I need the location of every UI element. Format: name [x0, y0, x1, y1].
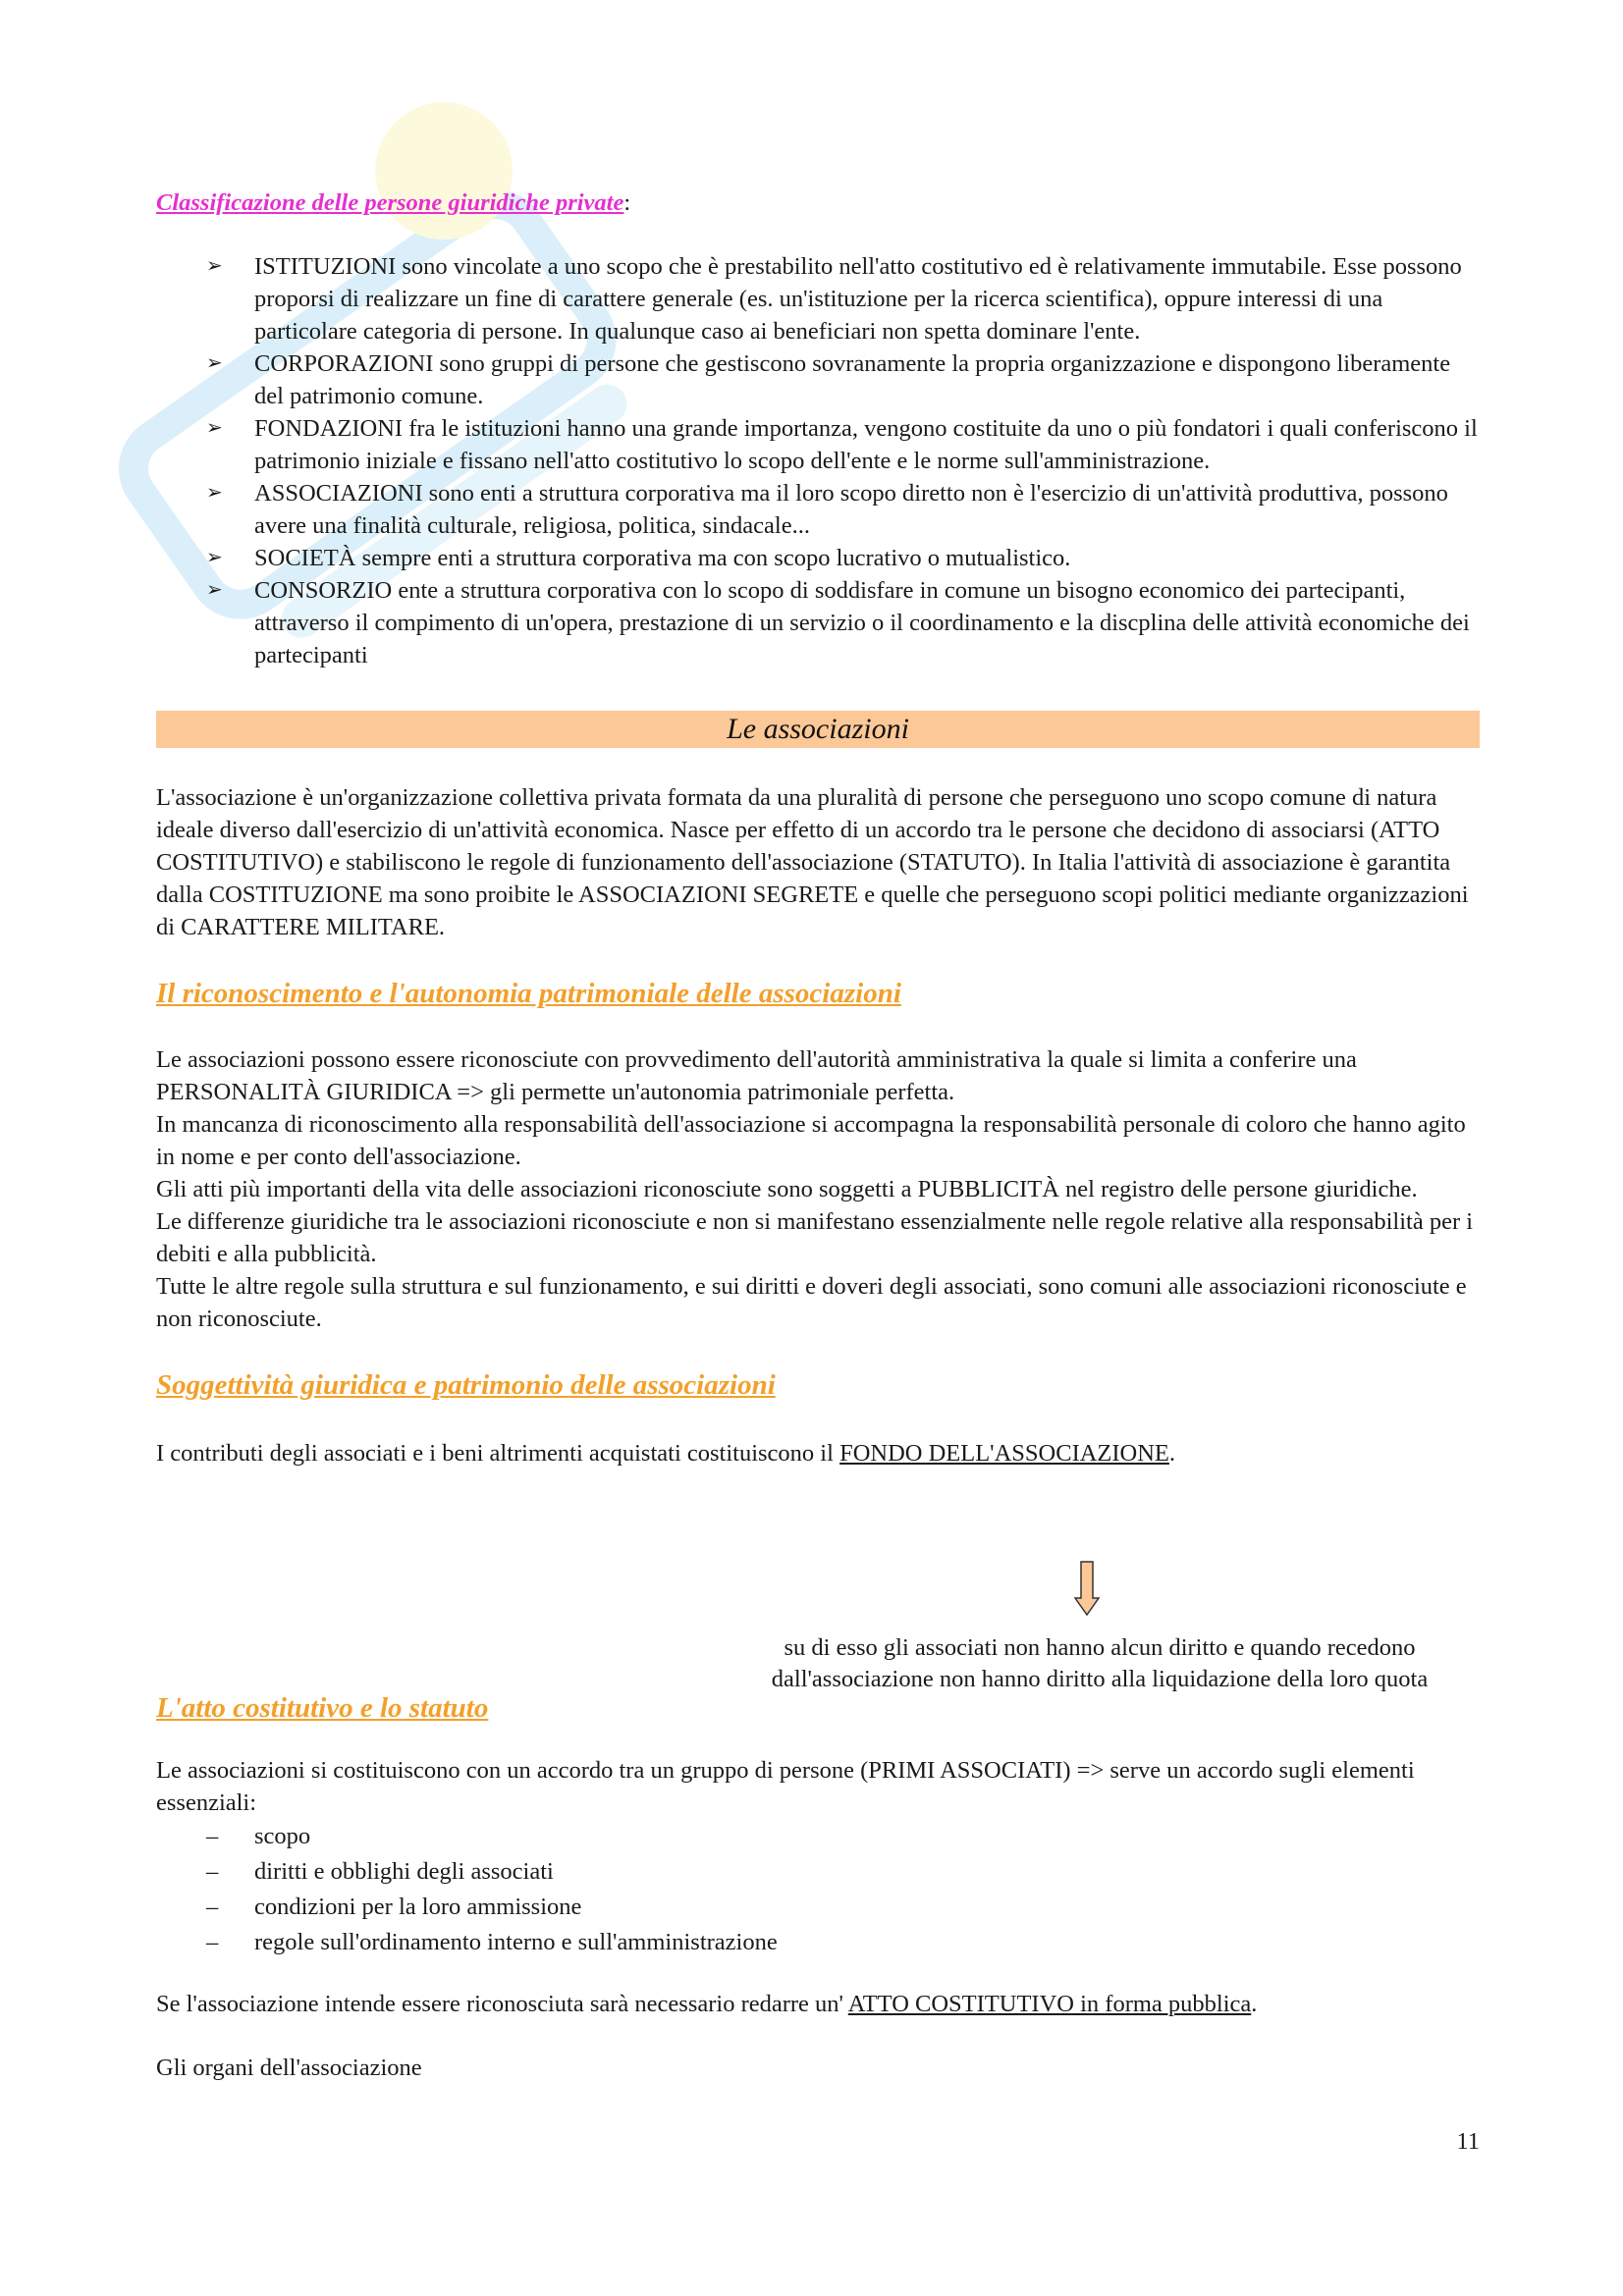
dash-bullet-icon: – — [206, 1929, 219, 1955]
atto-intro: Le associazioni si costituiscono con un accordo tra un gruppo di persone (PRIMI ASSOCIATI) => serve un accordo sugli elementi essenziali: — [156, 1757, 1415, 1816]
dash-bullet-icon: – — [206, 1894, 219, 1920]
arrow-bullet-icon: ➢ — [206, 352, 223, 374]
list-item: ➢ ASSOCIAZIONI sono enti a struttura corporativa ma il loro scopo diretto non è l'esercizio di un'attività produttiva, possono avere una finalità culturale, religiosa, politica, sindacale... — [156, 477, 1480, 542]
list-item: ➢ SOCIETÀ sempre enti a struttura corporativa ma con scopo lucrativo o mutualistico. — [156, 542, 1480, 574]
list-item: – diritti e obblighi degli associati — [156, 1854, 1480, 1890]
paragraph: In mancanza di riconoscimento alla responsabilità dell'associazione si accompagna la responsabilità personale di coloro che hanno agito in nome e per conto dell'associazione. — [156, 1111, 1466, 1170]
fondo-side-note: su di esso gli associati non hanno alcun diritto e quando recedono dall'associazione non hanno diritto alla liquidazione della loro quota — [771, 1634, 1429, 1692]
classification-colon: : — [623, 189, 631, 216]
atto-final-paragraph: Se l'associazione intende essere riconosciuta sarà necessario redarre un' ATTO COSTITUTIVO in forma pubblica. — [156, 1991, 1258, 2017]
intro-paragraph: L'associazione è un'organizzazione collettiva privata formata da una pluralità di persone che perseguono uno scopo comune di natura ideale diverso dall'esercizio di un'attività economica. Nasce per effetto di un accordo tra le persone che decidono di associarsi (ATTO COSTITUTIVO) e stabiliscono le regole di funzionamento dell'associazione (STATUTO). In Italia l'attività di associazione è garantita dalla COSTITUZIONE ma sono proibite le ASSOCIAZIONI SEGRETE e quelle che perseguono scopi politici mediante organizzazioni di CARATTERE MILITARE. — [156, 784, 1469, 940]
paragraph: Le associazioni possono essere riconosciute con provvedimento dell'autorità amministrativa la quale si limita a conferire una PERSONALITÀ GIURIDICA => gli permette un'autonomia patrimoniale perfetta. — [156, 1046, 1357, 1105]
elementi-list — [156, 1819, 1480, 1960]
page-number: 11 — [1456, 2128, 1480, 2155]
arrow-bullet-icon: ➢ — [206, 417, 223, 439]
dash-bullet-icon: – — [206, 1823, 219, 1849]
list-item: ➢ FONDAZIONI fra le istituzioni hanno una grande importanza, vengono costituite da uno o più fondatori i quali conferiscono il patrimonio iniziale e fissano nell'atto costitutivo lo scopo dell'ente e le norme sull'amministrazione. — [156, 412, 1480, 477]
arrow-bullet-icon: ➢ — [206, 579, 223, 601]
atto-body — [156, 1754, 1480, 2084]
list-item: ➢ CORPORAZIONI sono gruppi di persone che gestiscono sovranamente la propria organizzazione e dispongono liberamente del patrimonio comune. — [156, 347, 1480, 412]
classification-heading — [156, 187, 1480, 219]
fondo-link-text: FONDO DELL'ASSOCIAZIONE — [839, 1440, 1169, 1467]
classification-list — [156, 250, 1480, 671]
arrow-bullet-icon: ➢ — [206, 482, 223, 504]
list-item: – regole sull'ordinamento interno e sull'amministrazione — [156, 1925, 1480, 1960]
atto-heading: L'atto costitutivo e lo statuto — [156, 1692, 489, 1724]
arrow-bullet-icon: ➢ — [206, 255, 223, 277]
main-content — [156, 187, 1480, 1469]
list-item: – scopo — [156, 1819, 1480, 1854]
classification-title: Classificazione delle persone giuridiche private — [156, 189, 624, 216]
atto-pubblico-text: ATTO COSTITUTIVO in forma pubblica — [847, 1991, 1252, 2017]
list-item: ➢ ISTITUZIONI sono vincolate a uno scopo che è prestabilito nell'atto costitutivo ed è relativamente immutabile. Esse possono proporsi di realizzare un fine di carattere generale (es. un'istituzione per la ricerca scientifica), oppure interessi di una particolare categoria di persone. In qualunque caso ai beneficiari non spetta dominare l'ente. — [156, 250, 1480, 347]
organi-line: Gli organi dell'associazione — [156, 2055, 422, 2081]
riconoscimento-heading: Il riconoscimento e l'autonomia patrimoniale delle associazioni — [156, 978, 901, 1009]
down-arrow-icon — [1074, 1561, 1100, 1616]
list-item: ➢ CONSORZIO ente a struttura corporativa con lo scopo di soddisfare in comune un bisogno economico dei partecipanti, attraverso il compimento di un'opera, prestazione di un servizio o il coordinamento e la discplina delle attività economiche dei partecipanti — [156, 574, 1480, 671]
arrow-bullet-icon: ➢ — [206, 547, 223, 568]
riconoscimento-body — [156, 1043, 1480, 1335]
soggettivita-paragraph: I contributi degli associati e i beni altrimenti acquistati costituiscono il FONDO DELL'ASSOCIAZIONE. — [156, 1440, 1176, 1467]
list-item: – condizioni per la loro ammissione — [156, 1890, 1480, 1925]
paragraph: Le differenze giuridiche tra le associazioni riconosciute e non si manifestano essenzialmente nelle regole relative alla responsabilità per i debiti e alla pubblicità. — [156, 1208, 1474, 1267]
soggettivita-heading: Soggettività giuridica e patrimonio delle associazioni — [156, 1369, 776, 1401]
dash-bullet-icon: – — [206, 1858, 219, 1885]
paragraph: Gli atti più importanti della vita delle associazioni riconosciute sono soggetti a PUBBLICITÀ nel registro delle persone giuridiche. — [156, 1176, 1418, 1202]
section-band-title: Le associazioni — [156, 711, 1480, 748]
paragraph: Tutte le altre regole sulla struttura e sul funzionamento, e sui diritti e doveri degli associati, sono comuni alle associazioni riconosciute e non riconosciute. — [156, 1273, 1467, 1332]
